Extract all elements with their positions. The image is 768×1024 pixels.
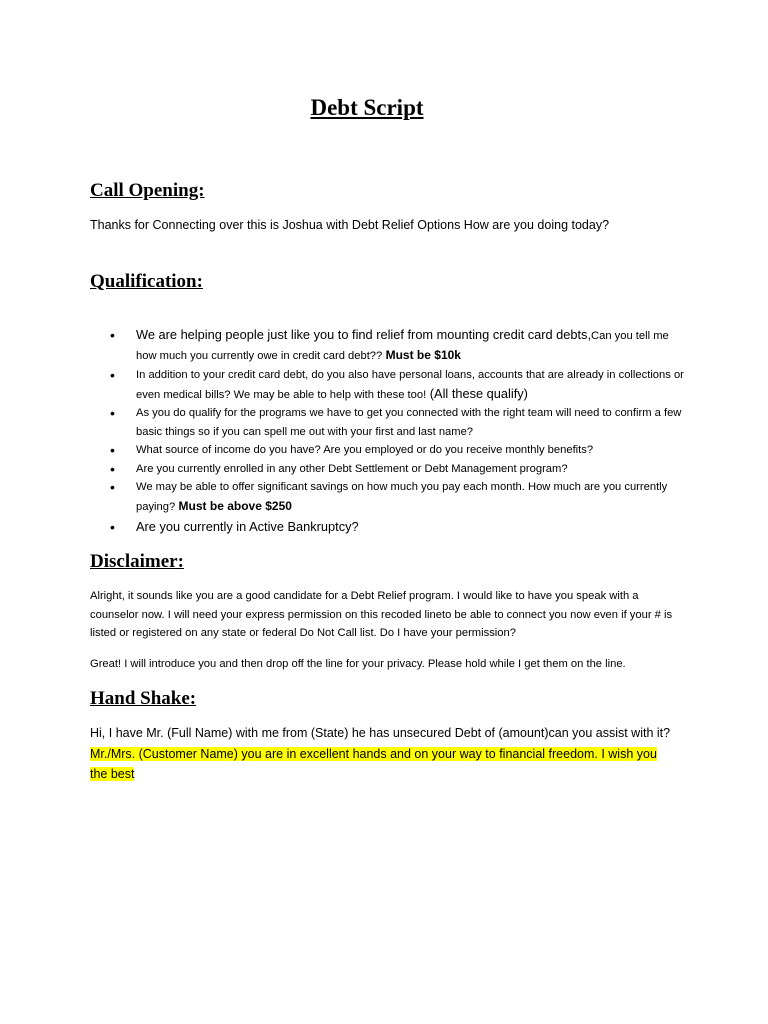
list-item-text: What source of income do you have? Are you employed or do you receive monthly benefits? bbox=[136, 444, 594, 456]
document-title: Debt Script bbox=[310, 95, 424, 120]
hand-shake-heading: Hand Shake: bbox=[90, 688, 197, 709]
disclaimer-heading: Disclaimer: bbox=[90, 551, 184, 572]
call-opening-text: Thanks for Connecting over this is Joshua with Debt Relief Options How are you doing today? bbox=[90, 218, 610, 232]
disclaimer-paragraph: Alright, it sounds like you are a good candidate for a Debt Relief program. I would like to have you speak with a counselor now. I will need your express permission on this recoded lineto be able to connect you now even if your # is listed or registered on any state or federal Do Not Call list. Do I have your permission? bbox=[90, 590, 673, 639]
list-item bbox=[90, 460, 690, 479]
list-item-lead: We are helping people just like you to find relief from mounting credit card debts, bbox=[136, 327, 592, 342]
hand-shake-highlighted: Mr./Mrs. (Customer Name) you are in excellent hands and on your way to financial freedom. I wish you the best bbox=[90, 746, 657, 781]
list-item bbox=[90, 441, 690, 460]
list-item-requirement: Must be $10k bbox=[382, 347, 461, 362]
hand-shake-intro: Hi, I have Mr. (Full Name) with me from (State) he has unsecured Debt of (amount)can you assist with it? bbox=[90, 726, 671, 740]
list-item-text: Can you tell me how much you currently owe in credit card debt?? bbox=[136, 330, 669, 362]
list-item bbox=[90, 366, 690, 404]
list-item-note: (All these qualify) bbox=[426, 385, 528, 401]
list-item-text: Are you currently enrolled in any other Debt Settlement or Debt Management program? bbox=[136, 462, 568, 475]
list-item-lead: Are you currently in Active Bankruptcy? bbox=[136, 519, 359, 534]
list-item bbox=[90, 478, 690, 516]
qualification-heading: Qualification: bbox=[90, 271, 203, 292]
qualification-list bbox=[90, 326, 690, 538]
list-item-text: In addition to your credit card debt, do you also have personal loans, accounts that are already in collections or even medical bills? We may be able to help with these too! bbox=[136, 369, 684, 401]
list-item-text: We may be able to offer significant savings on how much you pay each month. How much are you currently paying? bbox=[136, 481, 668, 513]
list-item bbox=[90, 404, 690, 441]
disclaimer-confirmation: Great! I will introduce you and then drop off the line for your privacy. Please hold while I get them on the line. bbox=[90, 658, 626, 670]
list-item bbox=[90, 326, 690, 365]
list-item-requirement: Must be above $250 bbox=[175, 498, 292, 513]
call-opening-heading: Call Opening: bbox=[90, 180, 205, 201]
list-item-text: As you do qualify for the programs we have to get you connected with the right team will need to confirm a few basic things so if you can spell me out with your first and last name? bbox=[136, 407, 682, 438]
hand-shake-text bbox=[90, 723, 675, 785]
list-item bbox=[90, 518, 690, 538]
